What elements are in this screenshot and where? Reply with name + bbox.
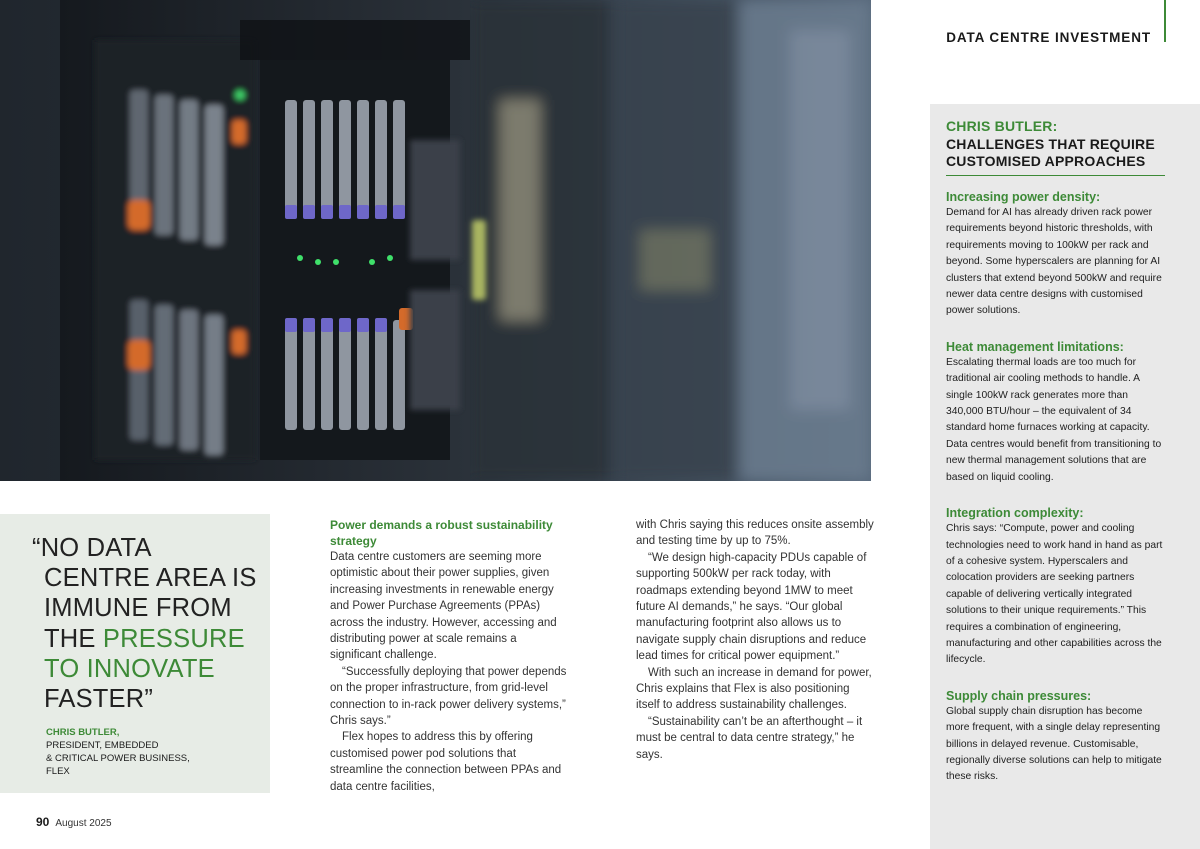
issue-date: August 2025 xyxy=(55,818,112,829)
col2-paragraph-2: “We design high-capacity PDUs capable of supporting 500kW per rack today, with roadmaps extending beyond 1MW to meet future AI demands,” he says. “Our global manufacturing footprint also allows us to navigate supply chain disruptions and reduce lead times for critical power equipment.” xyxy=(636,551,867,663)
sidebar-box xyxy=(930,104,1200,849)
attribution-role-2: & CRITICAL POWER BUSINESS, xyxy=(46,753,190,764)
sidebar-section xyxy=(946,339,1168,486)
attribution-name: CHRIS BUTLER, xyxy=(46,727,120,738)
sidebar-section-heading: Increasing power density: xyxy=(946,190,1101,204)
quote-line-2: CENTRE AREA IS xyxy=(44,564,257,593)
col2-paragraph-4: “Sustainability can’t be an afterthought – it must be central to data centre strategy,” he says. xyxy=(636,715,863,761)
article-heading: Power demands a robust sustainability strategy xyxy=(330,518,553,548)
server-rack-illustration xyxy=(0,0,871,481)
sidebar-rule xyxy=(946,175,1165,176)
attribution-role-1: PRESIDENT, EMBEDDED xyxy=(46,740,159,751)
sidebar-section-body: Global supply chain disruption has become more frequent, with a single delay representing billions in delayed revenue. Customisable, regionally diverse solutions can help to mitigate these risks. xyxy=(946,705,1162,783)
sidebar-section-heading: Supply chain pressures: xyxy=(946,688,1092,703)
sidebar-section xyxy=(946,688,1168,786)
quote-line-1: “NO DATA xyxy=(32,534,152,562)
col1-paragraph-1: Data centre customers are seeming more optimistic about their power supplies, given increasing investments in renewable energy and Power Purchase Agreements (PPAs) across the industry. However, accessing and distributing power at scale remains a significant challenge. xyxy=(330,551,557,662)
article-column-2 xyxy=(636,517,876,763)
quote-line-4 xyxy=(32,624,264,654)
section-title: DATA CENTRE INVESTMENT xyxy=(946,30,1151,45)
attribution-company: FLEX xyxy=(46,766,70,777)
sidebar-section-body: Chris says: “Compute, power and cooling technologies need to work hand in hand as part of a cohesive system. Hyperscalers and colocation providers are seeking partners capable of delivering vertically integrated solutions to their unique requirements.” This requires a combination of engineering, manufacturing and other capabilities across the lifecycle. xyxy=(946,523,1163,666)
quote-line-3: IMMUNE FROM xyxy=(44,594,232,623)
sidebar-title-name: CHRIS BUTLER: xyxy=(946,118,1058,134)
col1-paragraph-2: “Successfully deploying that power depends on the proper infrastructure, from grid-level connection to in-rack power delivery systems,” Chris says.” xyxy=(330,665,567,728)
sidebar-title-rest: CHALLENGES THAT REQUIRE CUSTOMISED APPROACHES xyxy=(946,135,1155,169)
quote-attribution xyxy=(46,726,190,778)
page-folio xyxy=(36,815,112,829)
article-column-1 xyxy=(330,517,570,795)
col2-paragraph-3: With such an increase in demand for power, Chris explains that Flex is also positioning itself to address sustainability challenges. xyxy=(636,666,872,712)
col2-paragraph-1: with Chris saying this reduces onsite assembly and testing time by up to 75%. xyxy=(636,519,874,548)
sidebar-section-heading: Heat management limitations: xyxy=(946,339,1124,354)
sidebar-section xyxy=(946,505,1168,669)
page-number: 90 xyxy=(36,815,50,829)
quote-line-6: FASTER” xyxy=(44,685,154,714)
quote-line-4-plain: THE xyxy=(44,624,103,653)
col1-paragraph-3: Flex hopes to address this by offering customised power pod solutions that streamline the connection between PPAs and data centre facilities, xyxy=(330,731,562,793)
sidebar-section-body: Escalating thermal loads are too much for traditional air cooling methods to handle. A single 100kW rack generates more than 340,000 BTU/hour – the equivalent of 34 standard home furnaces working at capacity. Data centres would benefit from transitioning to new thermal management solutions that are based on liquid cooling. xyxy=(946,356,1162,483)
sidebar-section-heading: Integration complexity: xyxy=(946,506,1084,521)
quote-highlight-2: TO INNOVATE xyxy=(44,654,215,683)
sidebar-title xyxy=(946,118,1166,171)
section-rule xyxy=(1164,0,1166,42)
pull-quote-box xyxy=(0,514,270,793)
sidebar-sections xyxy=(946,189,1168,805)
sidebar-section-body: Demand for AI has already driven rack power requirements beyond historic thresholds, with requirements moving to 100kW per rack and beyond. Some hyperscalers are planning for AI clusters that extend beyond 500kW and require newer data centre designs with customised power solutions. xyxy=(946,207,1162,317)
server-rack-photo xyxy=(0,0,871,481)
pull-quote xyxy=(32,533,264,714)
quote-highlight-1: PRESSURE xyxy=(102,624,245,653)
sidebar-section xyxy=(946,189,1168,320)
